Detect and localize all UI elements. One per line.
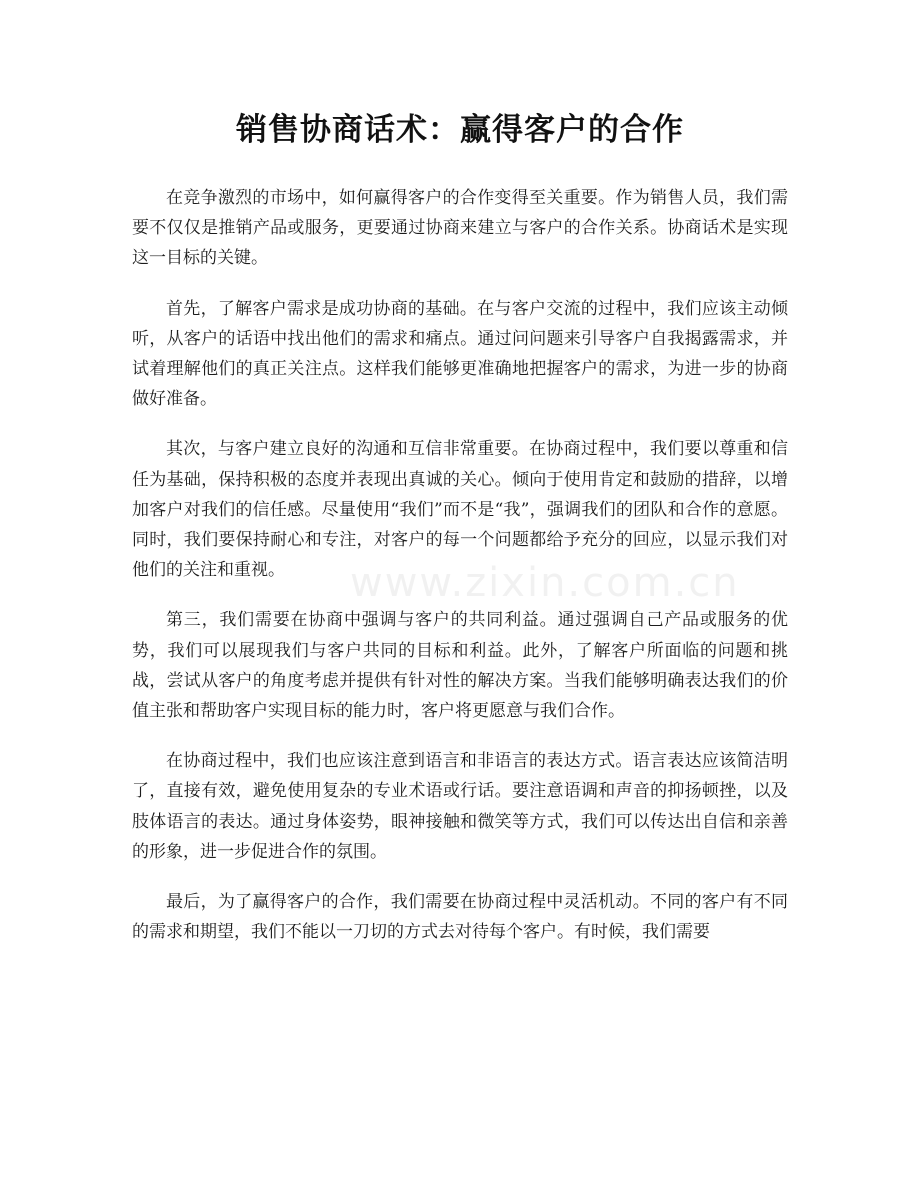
watermark: www.zixin.com.cn <box>350 560 740 606</box>
paragraph-third: 第三，我们需要在协商中强调与客户的共同利益。通过强调自己产品或服务的优势，我们可以展现我们与客户共同的目标和利益。此外，了解客户所面临的问题和挑战，尝试从客户的角度考虑并提供有针对性的解决方案。当我们能够明确表达我们的价值主张和帮助客户实现目标的能力时，客户将更愿意与我们合作。 <box>132 610 788 722</box>
document-body <box>132 183 788 967</box>
paragraph-expression: 在协商过程中，我们也应该注意到语言和非语言的表达方式。语言表达应该简洁明了，直接有效，避免使用复杂的专业术语或行话。要注意语调和声音的抑扬顿挫，以及肢体语言的表达。通过身体姿势，眼神接触和微笑等方式，我们可以传达出自信和亲善的形象，进一步促进合作的氛围。 <box>132 751 788 862</box>
paragraph-intro: 在竞争激烈的市场中，如何赢得客户的合作变得至关重要。作为销售人员，我们需要不仅仅是推销产品或服务，更要通过协商来建立与客户的合作关系。协商话术是实现这一目标的关键。 <box>132 188 788 269</box>
document-title: 销售协商话术：赢得客户的合作 <box>236 112 684 148</box>
paragraph-second: 其次，与客户建立良好的沟通和互信非常重要。在协商过程中，我们要以尊重和信任为基础，保持积极的态度并表现出真诚的关心。倾向于使用肯定和鼓励的措辞，以增加客户对我们的信任感。尽量使用“我们”而不是“我”，强调我们的团队和合作的意愿。同时，我们要保持耐心和专注，对客户的每一个问题都给予充分的回应，以显示我们对他们的关注和重视。 <box>132 439 788 581</box>
paragraph-last: 最后，为了赢得客户的合作，我们需要在协商过程中灵活机动。不同的客户有不同的需求和期望，我们不能以一刀切的方式去对待每个客户。有时候，我们需要 <box>132 892 788 943</box>
paragraph-first: 首先，了解客户需求是成功协商的基础。在与客户交流的过程中，我们应该主动倾听，从客户的话语中找出他们的需求和痛点。通过问问题来引导客户自我揭露需求，并试着理解他们的真正关注点。这样我们能够更准确地把握客户的需求，为进一步的协商做好准备。 <box>132 298 788 410</box>
